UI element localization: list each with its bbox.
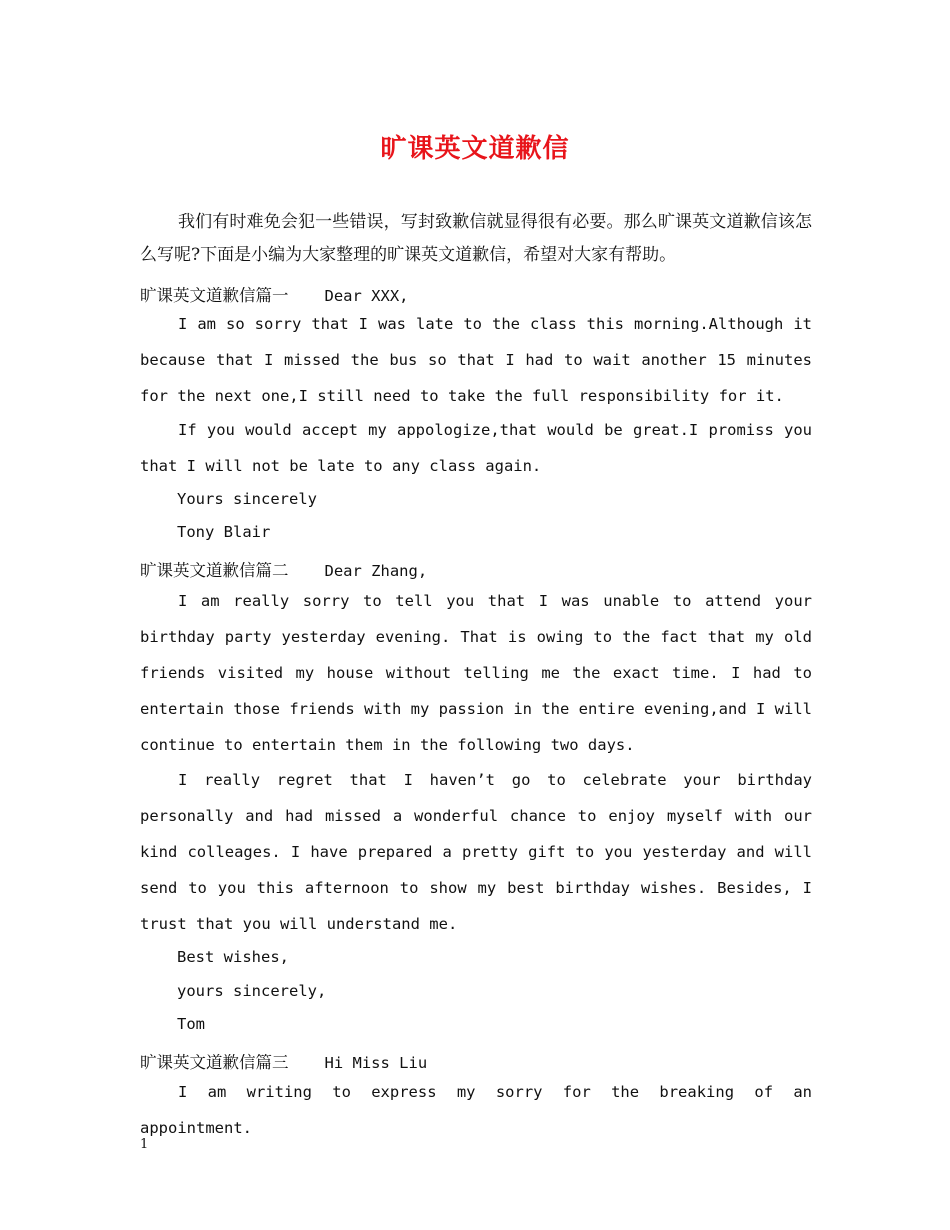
letter-1-salutation: Dear XXX,: [324, 287, 409, 305]
letter-2-heading: [140, 557, 812, 581]
letter-3-salutation: Hi Miss Liu: [324, 1054, 428, 1072]
letter-2-section-title: 旷课英文道歉信篇二: [140, 561, 289, 580]
letter-2-closing-1: Best wishes,: [177, 948, 289, 966]
document-title: 旷课英文道歉信: [380, 134, 570, 164]
letter-3-paragraph-1: I am writing to express my sorry for the breaking of an appointment.: [140, 1083, 812, 1137]
letter-1-section-title: 旷课英文道歉信篇一: [140, 286, 289, 305]
letter-3-heading: [140, 1049, 812, 1073]
letter-2-paragraph-1: I am really sorry to tell you that I was unable to attend your birthday party yesterday evening. That is owing to the fact that my old friends visited my house without telling me the exact time. I had to entertain those friends with my passion in the entire evening,and I will continue to entertain them in the following two days.: [140, 592, 812, 754]
letter-1-closing-1: Yours sincerely: [177, 490, 317, 508]
letter-2-closing-2: yours sincerely,: [177, 982, 327, 1000]
letter-3-section-title: 旷课英文道歉信篇三: [140, 1053, 289, 1072]
letter-1-signature: Tony Blair: [177, 523, 271, 541]
intro-paragraph: 我们有时难免会犯一些错误，写封致歉信就显得很有必要。那么旷课英文道歉信该怎么写呢?下面是小编为大家整理的旷课英文道歉信，希望对大家有帮助。: [140, 212, 812, 265]
letter-2-paragraph-2: I really regret that I haven’t go to celebrate your birthday personally and had missed a wonderful chance to enjoy myself with our kind colleages. I have prepared a pretty gift to you yesterday and will send to you this afternoon to show my best birthday wishes. Besides, I trust that you will understand me.: [140, 771, 812, 933]
page-number: 1: [140, 1137, 149, 1152]
letter-2-signature: Tom: [177, 1015, 205, 1033]
letter-1-paragraph-1: I am so sorry that I was late to the class this morning.Although it because that I missed the bus so that I had to wait another 15 minutes for the next one,I still need to take the full responsibility for it.: [140, 315, 812, 405]
letter-2-salutation: Dear Zhang,: [324, 562, 428, 580]
letter-1-paragraph-2: If you would accept my appologize,that would be great.I promiss you that I will not be late to any class again.: [140, 421, 812, 475]
letter-1-heading: [140, 282, 812, 306]
